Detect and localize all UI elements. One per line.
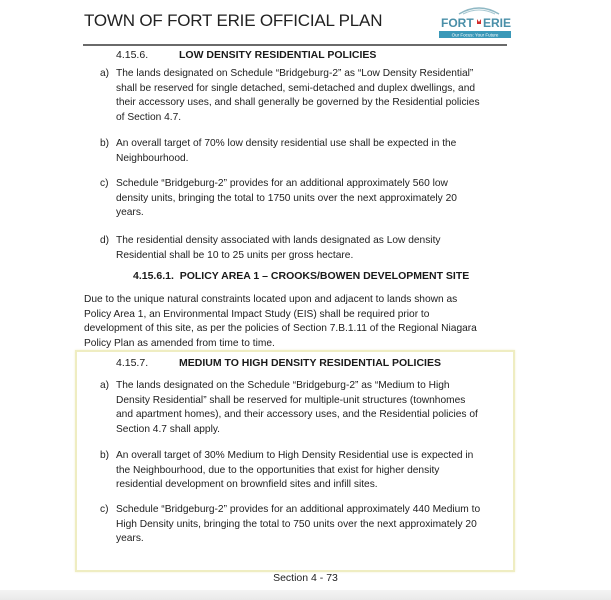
text-line: High Density units, bringing the total to 750 units over the next approximately 20: [116, 518, 477, 530]
text-line: Schedule “Bridgeburg-2” provides for an additional approximately 440 Medium to: [116, 504, 481, 515]
fort-erie-logo: [437, 4, 519, 40]
item-label: c): [100, 178, 109, 189]
item-label: d): [100, 235, 110, 246]
text-line: Schedule “Bridgeburg-2” provides for an additional approximately 560 low: [116, 178, 448, 189]
section-title: LOW DENSITY RESIDENTIAL POLICIES: [179, 49, 377, 61]
text-line: An overall target of 70% low density residential use shall be expected in the: [116, 138, 457, 149]
text-line: Policy Plan as amended from time to time.: [84, 337, 275, 349]
section-title: MEDIUM TO HIGH DENSITY RESIDENTIAL POLICIES: [179, 357, 441, 369]
text-line: An overall target of 30% Medium to High Density Residential use is expected in: [116, 450, 474, 461]
svg-text:ERIE: ERIE: [483, 16, 512, 30]
text-line: years.: [116, 207, 144, 218]
text-line: Residential shall be 10 to 25 units per gross hectare.: [116, 249, 354, 261]
document-title: TOWN OF FORT ERIE OFFICIAL PLAN: [84, 11, 383, 30]
section-number: 4.15.7.: [116, 357, 149, 369]
svg-text:Our Focus: Your Future: Our Focus: Your Future: [451, 32, 499, 38]
text-line: Due to the unique natural constraints located upon and adjacent to lands shown as: [84, 294, 458, 305]
item-label: c): [100, 504, 109, 515]
subsection-heading-policy-area-1: 4.15.6.1. POLICY AREA 1 – CROOKS/BOWEN DEVELOPMENT SITE: [133, 270, 470, 282]
text-line: Section 4.7 shall apply.: [116, 423, 221, 435]
text-line: The lands designated on the Schedule “Bridgeburg-2” as “Medium to High: [116, 380, 450, 391]
text-line: years.: [116, 533, 144, 544]
section-heading-low-density: [116, 49, 377, 61]
item-label: a): [100, 68, 110, 79]
text-line: The residential density associated with lands designated as Low density: [116, 235, 441, 246]
header-divider: [83, 44, 507, 46]
item-label: b): [100, 138, 110, 149]
text-line: The lands designated on Schedule “Bridgeburg-2” as “Low Density Residential”: [116, 68, 474, 79]
svg-text:FORT: FORT: [441, 16, 474, 30]
text-line: and apartment homes), and their accessory uses, and the Residential policies of: [116, 409, 478, 420]
text-line: residential development on brownfield sites and infill sites.: [116, 479, 378, 490]
policy-area-paragraph: [84, 293, 477, 351]
page-number: Section 4 - 73: [273, 572, 338, 584]
text-line: development of this site, as per the policies of Section 7.B.1.11 of the Regional Niagara: [84, 323, 477, 334]
text-line: of Section 4.7.: [116, 111, 182, 123]
text-line: the Neighbourhood, due to the opportunities that exist for higher density: [116, 464, 440, 476]
text-line: Neighbourhood.: [116, 152, 189, 164]
text-line: shall be reserved for single detached, semi-detached and duplex dwellings, and: [116, 82, 476, 94]
section-number: 4.15.6.: [116, 49, 149, 61]
item-label: a): [100, 380, 110, 391]
text-line: density units, bringing the total to 1750 units over the next approximately 20: [116, 192, 457, 204]
page-bottom-edge: [0, 590, 611, 600]
section-heading-medium-high-density: [116, 357, 441, 369]
text-line: their accessory uses, and shall generally be governed by the Residential policies: [116, 97, 480, 108]
text-line: Policy Area 1, an Environmental Impact Study (EIS) shall be required prior to: [84, 308, 430, 320]
item-label: b): [100, 450, 110, 461]
text-line: Density Residential” shall be reserved for multiple-unit structures (townhomes: [116, 394, 466, 406]
